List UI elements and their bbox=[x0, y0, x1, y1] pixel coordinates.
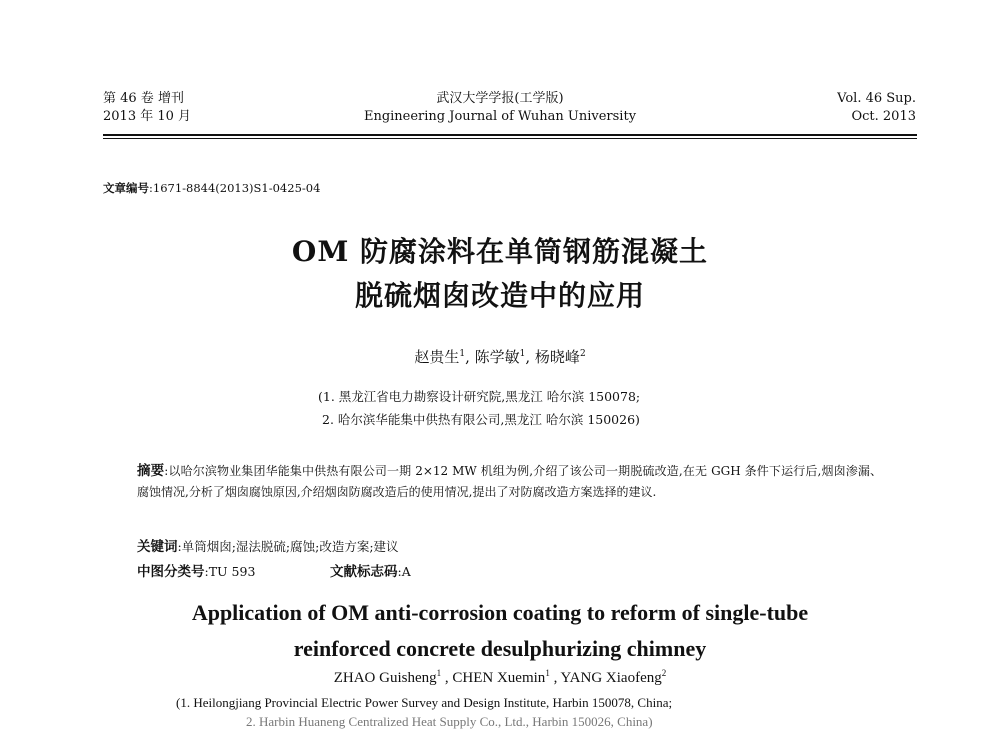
abstract-label: 摘要 bbox=[137, 463, 165, 479]
article-number-value: :1671-8844(2013)S1-0425-04 bbox=[149, 181, 321, 195]
author-en: YANG Xiaofeng bbox=[560, 670, 662, 686]
affiliation-cn-2: 2. 哈尔滨华能集中供热有限公司,黑龙江 哈尔滨 150026) bbox=[322, 412, 640, 427]
abstract-text: :以哈尔滨物业集团华能集中供热有限公司一期 2×12 MW 机组为例,介绍了该公司一期脱硫改造,在无 GGH 条件下运行后,烟囱渗漏、腐蚀情况,分析了烟囱腐蚀原因,介绍烟囱防腐改造后的使用情况,提出了对防腐改造方案选择的建议. bbox=[137, 464, 883, 499]
volume-cn: 第 46 卷 增刊 bbox=[103, 91, 184, 106]
clc-label: 中图分类号 bbox=[137, 564, 205, 580]
author-sup: 1 bbox=[545, 668, 550, 678]
article-number bbox=[103, 180, 320, 196]
title-cn-line2: 脱硫烟囱改造中的应用 bbox=[354, 279, 645, 312]
affiliation-en-2: 2. Harbin Huaneng Centralized Heat Supply Co., Ltd., Harbin 150026, China) bbox=[246, 714, 653, 729]
affiliation-cn-1: (1. 黑龙江省电力勘察设计研究院,黑龙江 哈尔滨 150078; bbox=[318, 389, 641, 404]
author-en: ZHAO Guisheng bbox=[333, 670, 437, 686]
author-sup: 1 bbox=[436, 668, 442, 678]
author-sup: 2 bbox=[661, 668, 667, 678]
affiliation-en-1: (1. Heilongjiang Provincial Electric Power Survey and Design Institute, Harbin 150078, China; bbox=[176, 695, 673, 710]
header-rule-thin bbox=[103, 138, 917, 139]
doc-code-label: 文献标志码 bbox=[330, 564, 398, 580]
classification-number bbox=[137, 560, 255, 580]
date-en: Oct. 2013 bbox=[851, 109, 916, 124]
header-right bbox=[837, 90, 916, 126]
authors-cn: 赵贵生$^1$, 陈学敏$^1$, 杨晓峰$^2$ bbox=[414, 348, 586, 366]
author-cn: 杨晓峰 bbox=[534, 348, 580, 366]
journal-name-en: Engineering Journal of Wuhan University bbox=[363, 109, 637, 124]
title-en-line1: Application of OM anti-corrosion coating to reform of single-tube bbox=[191, 600, 809, 625]
author-sup: 1 bbox=[519, 349, 526, 359]
title-cn-line1: OM 防腐涂料在单筒钢筋混凝土 bbox=[291, 235, 709, 268]
volume-en: Vol. 46 Sup. bbox=[837, 91, 916, 106]
article-number-label: 文章编号 bbox=[103, 181, 149, 195]
keywords-label: 关键词 bbox=[137, 539, 178, 555]
author-cn: 赵贵生 bbox=[414, 348, 460, 366]
keywords-text: :单筒烟囱;湿法脱硫;腐蚀;改造方案;建议 bbox=[177, 539, 399, 554]
author-en: CHEN Xuemin bbox=[452, 670, 546, 686]
keywords bbox=[137, 535, 399, 555]
title-en-line2: reinforced concrete desulphurizing chimney bbox=[293, 636, 707, 661]
header-rule-thick bbox=[103, 134, 917, 136]
clc-value: :TU 593 bbox=[204, 564, 256, 579]
date-cn: 2013 年 10 月 bbox=[103, 109, 192, 124]
author-sup: 1 bbox=[459, 349, 466, 359]
doc-code-value: :A bbox=[397, 564, 411, 579]
document-code bbox=[330, 560, 411, 580]
author-sup: 2 bbox=[579, 349, 586, 359]
author-cn: 陈学敏 bbox=[474, 348, 520, 366]
authors-en: ZHAO Guisheng$^1$ , CHEN Xuemin$^1$ , YANG Xiaofeng$^2$ bbox=[333, 668, 667, 686]
journal-name-cn: 武汉大学学报(工学版) bbox=[436, 91, 564, 106]
abstract bbox=[137, 461, 882, 503]
